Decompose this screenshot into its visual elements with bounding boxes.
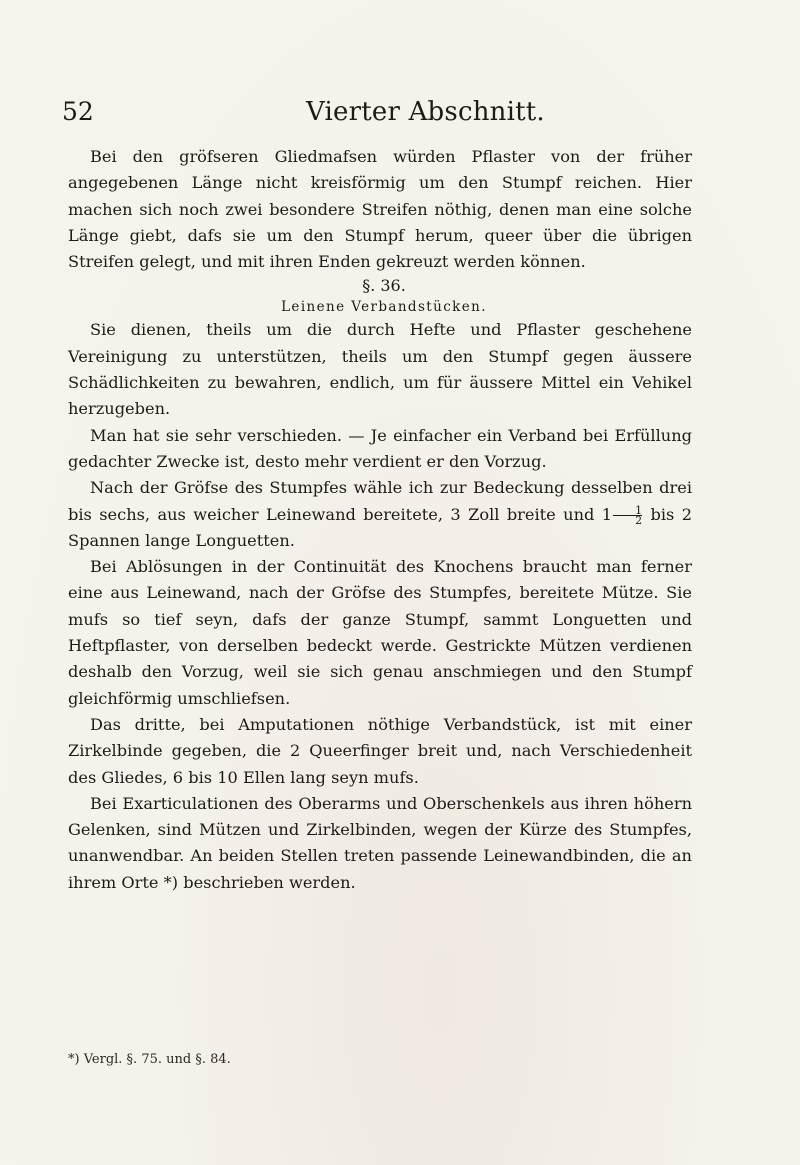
paragraph-6: Das dritte, bei Amputationen nöthige Verbandstück, ist mit einer Zirkelbinde gegeben, die 2 Queerfinger breit und, nach Verschiedenheit des Gliedes, 6 bis 10 Ellen lang seyn mufs.: [68, 714, 692, 787]
paragraph-3: Man hat sie sehr verschieden. — Je einfacher ein Verband bei Erfüllung gedachter Zwecke ist, desto mehr verdient er den Vorzug.: [68, 425, 692, 471]
paragraph-4: [68, 475, 692, 554]
paragraph-5: Bei Ablösungen in der Continuität des Knochens braucht man ferner eine aus Leinewand, nach der Gröfse des Stumpfes, bereitete Mütze. Sie mufs so tief seyn, dafs der ganze Stumpf, sammt Longuetten und Heftpflaster, von derselben bedeckt werde. Gestrickte Mützen verdienen deshalb den Vorzug, weil sie sich genau anschmiegen und den Stumpf gleichförmig umschliefsen.: [68, 557, 692, 708]
fraction-numerator: 1: [635, 503, 643, 517]
paragraph-2: Sie dienen, theils um die durch Hefte und Pflaster geschehene Vereinigung zu unterstützen, theils um den Stumpf gegen äussere Schädlichkeiten zu bewahren, endlich, um für äussere Mittel ein Vehikel herzugeben.: [68, 320, 692, 419]
footnote: [68, 1050, 231, 1070]
paragraph-1: Bei den gröfseren Gliedmafsen würden Pflaster von der früher angegebenen Länge nicht kreisförmig um den Stumpf reichen. Hier machen sich noch zwei besondere Streifen nöthig, denen man eine solche Länge giebt, dafs sie um den Stumpf herum, queer über die übrigen Streifen gelegt, und mit ihren Enden gekreuzt werden können.: [68, 147, 692, 272]
paragraph-4-text-b: bis 2 Spannen lange Longuetten.: [68, 504, 692, 550]
footnote-marker: *): [68, 1052, 80, 1067]
footnote-reference: *): [163, 872, 179, 892]
paragraph-7-text-a: Bei Exarticulationen des Oberarms und Oberschenkels aus ihren höhern Gelenken, sind Mützen und Zirkelbinden, wegen der Kürze des Stumpfes, unanwendbar. An beiden Stellen treten passende Leinewandbinden, die an ihrem Orte: [68, 793, 692, 892]
section-number: §. 36.: [362, 276, 406, 296]
fraction-one-half: [613, 503, 643, 527]
page-header: [62, 96, 700, 136]
paragraph-4-text-a: Nach der Gröfse des Stumpfes wähle ich zur Bedeckung desselben drei bis sechs, aus weicher Leinewand bereitete, 3 Zoll breite und 1: [68, 478, 692, 524]
page-number: 52: [62, 97, 94, 126]
running-head: Vierter Abschnitt.: [306, 97, 545, 127]
section-title: Leinene Verbandstücken.: [281, 299, 487, 316]
paragraph-7-text-b: beschrieben werden.: [178, 872, 356, 892]
fraction-denominator: 2: [613, 515, 642, 525]
body-text: [68, 144, 692, 896]
footnote-text: Vergl. §. 75. und §. 84.: [79, 1052, 231, 1067]
paragraph-7: [68, 791, 692, 896]
